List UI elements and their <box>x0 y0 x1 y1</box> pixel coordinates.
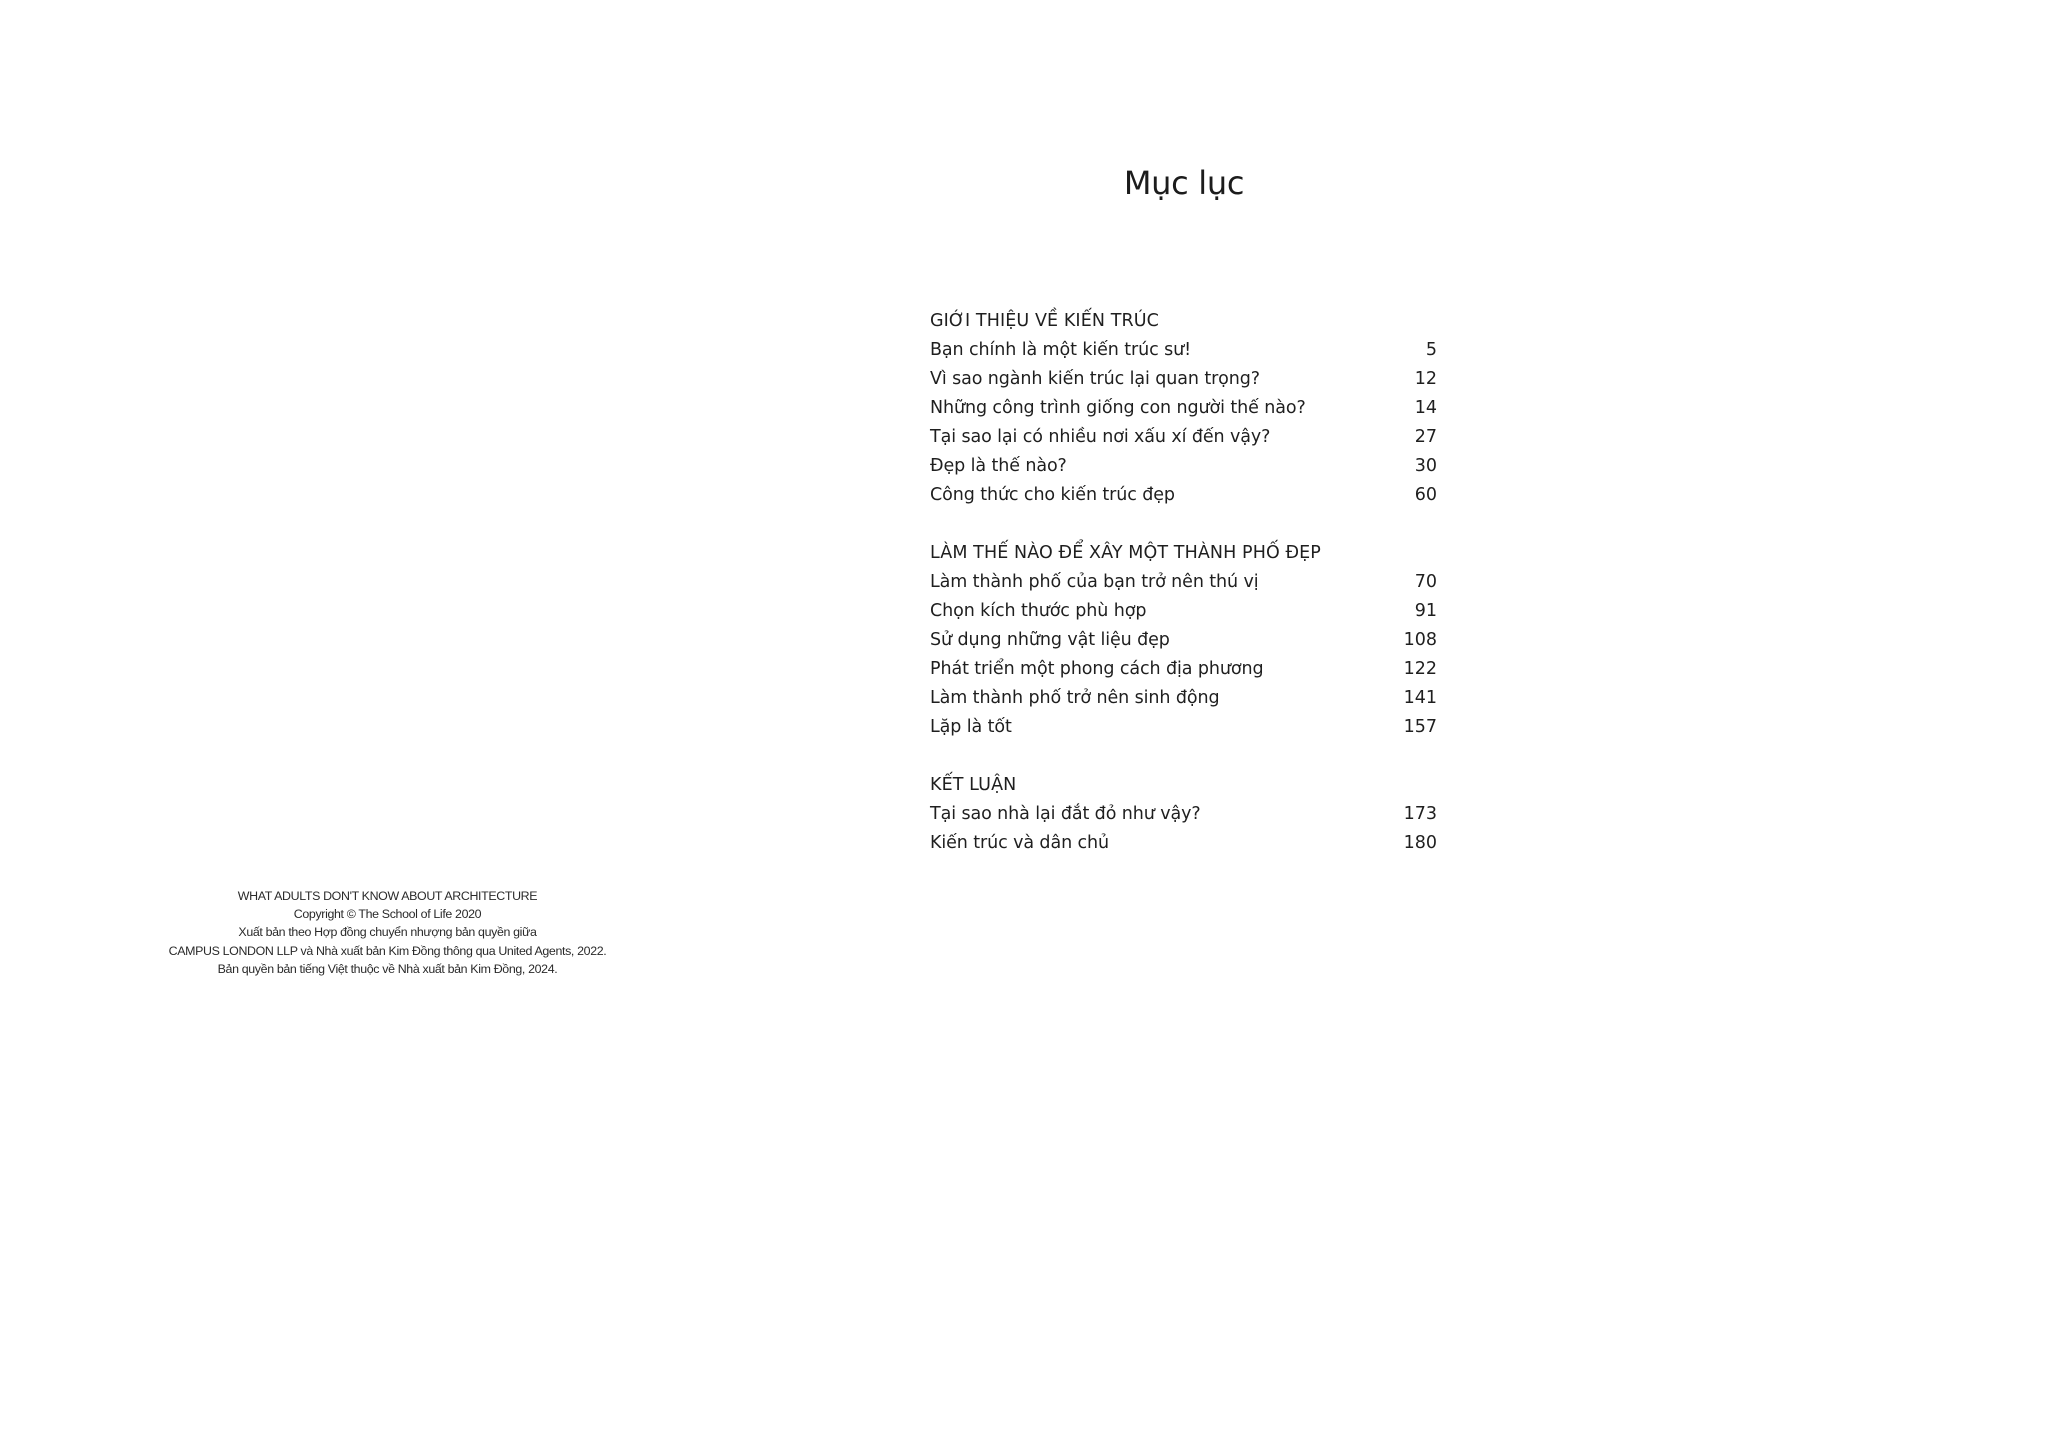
toc-entry-title: Lặp là tốt <box>930 717 1012 737</box>
toc-entry-title: Đẹp là thế nào? <box>930 456 1067 476</box>
copyright-line: Bản quyền bản tiếng Việt thuộc về Nhà xuất bản Kim Đồng, 2024. <box>217 961 558 976</box>
toc-entry[interactable] <box>930 800 1437 829</box>
toc-entry-title: Sử dụng những vật liệu đẹp <box>930 630 1170 650</box>
toc-entry[interactable] <box>930 336 1437 365</box>
toc-entry-page: 173 <box>1403 804 1437 824</box>
toc-entry-page: 108 <box>1403 630 1437 650</box>
toc-entry-page: 157 <box>1403 717 1437 737</box>
toc-entry-title: Công thức cho kiến trúc đẹp <box>930 485 1175 505</box>
toc-section-heading: KẾT LUẬN <box>930 775 1017 795</box>
toc-entry-page: 5 <box>1425 340 1437 360</box>
toc-entry-page: 122 <box>1403 659 1437 679</box>
toc-entry-page: 141 <box>1403 688 1437 708</box>
toc-entry[interactable] <box>930 481 1437 510</box>
toc-entry[interactable] <box>930 684 1437 713</box>
toc-entry[interactable] <box>930 655 1437 684</box>
toc-entry[interactable] <box>930 452 1437 481</box>
toc-entry-page: 30 <box>1414 456 1437 476</box>
toc-entry-title: Làm thành phố của bạn trở nên thú vị <box>930 572 1259 592</box>
toc-entry[interactable] <box>930 394 1437 423</box>
toc-entry-title: Bạn chính là một kiến trúc sư! <box>930 340 1192 360</box>
toc-entry[interactable] <box>930 597 1437 626</box>
toc-entry-page: 27 <box>1414 427 1437 447</box>
toc-section <box>930 771 1437 858</box>
toc-section-heading: LÀM THẾ NÀO ĐỂ XÂY MỘT THÀNH PHỐ ĐẸP <box>930 543 1321 563</box>
toc-entry-title: Tại sao lại có nhiều nơi xấu xí đến vậy? <box>930 427 1271 447</box>
copyright-line: WHAT ADULTS DON'T KNOW ABOUT ARCHITECTURE <box>237 889 538 903</box>
left-page <box>0 0 777 1100</box>
toc-entry-page: 14 <box>1414 398 1437 418</box>
toc-section <box>930 539 1437 742</box>
toc-section <box>930 307 1437 510</box>
copyright-block <box>80 887 695 978</box>
toc-section-heading: GIỚI THIỆU VỀ KIẾN TRÚC <box>930 311 1159 331</box>
toc-entry[interactable] <box>930 829 1437 858</box>
toc-entry-title: Phát triển một phong cách địa phương <box>930 659 1264 679</box>
right-page <box>777 0 1555 1100</box>
toc-entry-title: Tại sao nhà lại đắt đỏ như vậy? <box>930 804 1201 824</box>
toc-entry-title: Những công trình giống con người thế nào? <box>930 398 1306 418</box>
toc-entry-page: 12 <box>1414 369 1437 389</box>
toc-entry[interactable] <box>930 365 1437 394</box>
copyright-line: Copyright © The School of Life 2020 <box>293 907 482 922</box>
toc-entry-title: Làm thành phố trở nên sinh động <box>930 688 1220 708</box>
toc-entry-page: 60 <box>1414 485 1437 505</box>
toc-title: Mục lục <box>1123 164 1245 202</box>
toc-entry-page: 91 <box>1414 601 1437 621</box>
toc-entry-page: 70 <box>1414 572 1437 592</box>
table-of-contents <box>930 307 1437 887</box>
toc-entry[interactable] <box>930 713 1437 742</box>
toc-entry[interactable] <box>930 568 1437 597</box>
toc-entry[interactable] <box>930 626 1437 655</box>
copyright-line: Xuất bản theo Hợp đồng chuyển nhượng bản quyền giữa <box>238 925 537 940</box>
toc-entry-title: Kiến trúc và dân chủ <box>930 833 1110 853</box>
toc-entry-page: 180 <box>1403 833 1437 853</box>
toc-entry[interactable] <box>930 423 1437 452</box>
toc-entry-title: Vì sao ngành kiến trúc lại quan trọng? <box>930 369 1260 389</box>
copyright-line: CAMPUS LONDON LLP và Nhà xuất bản Kim Đồng thông qua United Agents, 2022. <box>168 943 607 958</box>
toc-entry-title: Chọn kích thước phù hợp <box>930 601 1147 621</box>
